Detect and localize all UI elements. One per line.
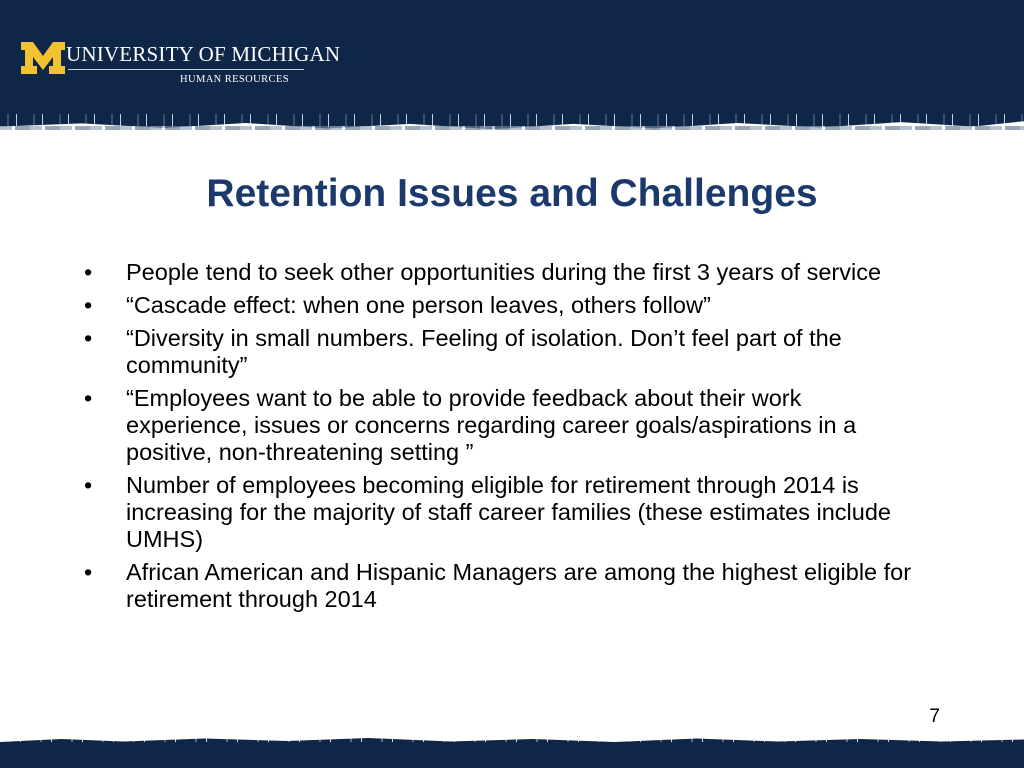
page-number: 7 xyxy=(929,706,940,727)
bullet-item xyxy=(84,325,924,379)
bullet-marker: • xyxy=(84,472,93,498)
bullet-item xyxy=(84,559,924,613)
bullet-marker: • xyxy=(84,292,93,318)
bullet-text: People tend to seek other opportunities during the first 3 years of service xyxy=(126,259,882,285)
bullet-marker: • xyxy=(84,559,93,585)
bullet-marker: • xyxy=(84,385,93,411)
bullet-item xyxy=(84,472,924,553)
footer-band xyxy=(0,742,1024,768)
bullet-list xyxy=(84,259,924,619)
block-m-logo-icon xyxy=(20,40,66,76)
university-logo xyxy=(20,38,341,94)
bullet-marker: • xyxy=(84,259,93,285)
logo-department-name: HUMAN RESOURCES xyxy=(180,74,289,85)
bullet-text: “Diversity in small numbers. Feeling of isolation. Don’t feel part of the community” xyxy=(126,325,842,378)
bullet-item xyxy=(84,292,924,319)
bullet-item xyxy=(84,385,924,466)
bullet-marker: • xyxy=(84,325,93,351)
bullet-text: African American and Hispanic Managers are among the highest eligible for retirement through 2014 xyxy=(126,559,912,612)
slide-title: Retention Issues and Challenges xyxy=(206,172,818,215)
logo-divider xyxy=(68,69,304,70)
bullet-text: “Cascade effect: when one person leaves, others follow” xyxy=(126,292,711,318)
bullet-item xyxy=(84,259,924,286)
bullet-text: “Employees want to be able to provide feedback about their work experience, issues or concerns regarding career goals/aspirations in a positive, non-threatening setting ” xyxy=(126,385,857,465)
logo-university-name: UNIVERSITY OF MICHIGAN xyxy=(66,42,341,66)
header-stripe xyxy=(0,126,1024,130)
bullet-text: Number of employees becoming eligible for retirement through 2014 is increasing for the majority of staff career families (these estimates include UMHS) xyxy=(126,472,891,552)
